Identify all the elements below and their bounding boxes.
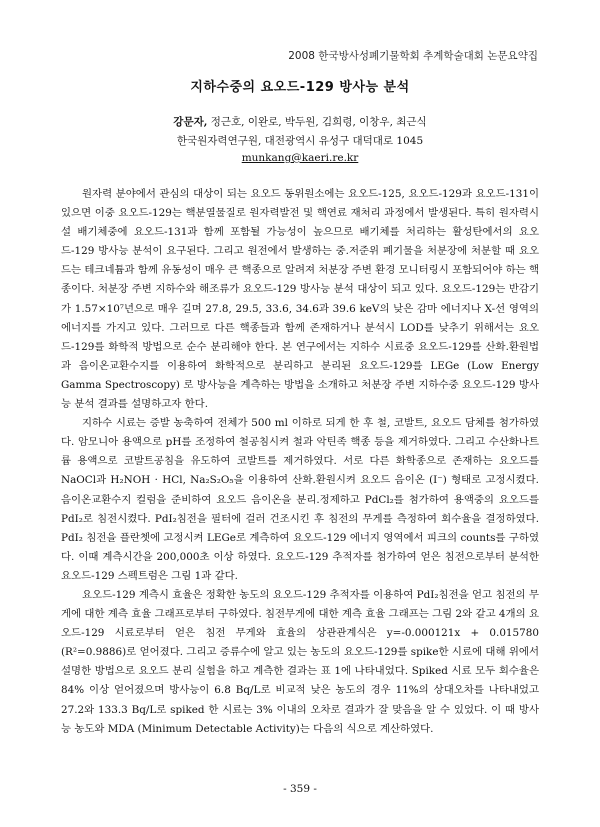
page-number: - 359 -: [283, 783, 317, 795]
affiliation: 한국원자력연구원, 대전광역시 유성구 대덕대로 1045: [176, 135, 424, 147]
paper-title: 지하수중의 요오드-129 방사능 분석: [190, 80, 410, 95]
running-head: 2008 한국방사성폐기물학회 추계학술대회 논문요약집: [288, 50, 538, 62]
lead-author: 강문자,: [173, 116, 208, 128]
paragraph-results: 요오드-129 계측시 효율은 정확한 농도의 요오드-129 추적자를 이용하여 PdI₂침전을 얻고 침전의 무게에 대한 계측 효율 그래프로부터 구하였다. 침전무게에 대한 계측 효율 그래프는 그림 2와 같고 4개의 요오드-129 시료로부터 얻은 침전 무게와 효율의 상관관계식은 y=-0.000121x + 0.015780 (R²=0.9886)로 얻어졌다. 그리고 증류수에 알고 있는 농도의 요오드-129를 spike한 시료에 대해 위에서 설명한 방법으로 요오드 분리 실험을 하고 계측한 결과는 표 1에 나타내었다. Spiked 시료 모두 회수율은 84% 이상 얻어졌으며 방사능이 6.8 Bq/L로 비교적 낮은 농도의 경우 11%의 상대오차를 나타내었고 27.2와 133.3 Bq/L로 spiked 한 시료는 3% 이내의 오차로 결과가 잘 맞음을 알 수 있었다. 이 때 방사능 농도와 MDA (Minimum Detectable Activity)는 다음의 식으로 계산하였다.: [61, 588, 539, 735]
author-list: [0, 114, 600, 129]
abstract-body: [61, 185, 539, 739]
co-authors: 정근호, 이완로, 박두원, 김희령, 이창우, 최근식: [207, 116, 427, 128]
paragraph-method: 지하수 시료는 증발 농축하여 전체가 500 ml 이하로 되게 한 후 철, 코발트, 요오드 담체를 첨가하였다. 암모니아 용액으로 pH를 조정하여 철공침시켜 철과 악틴족 핵종 등을 제거하였다. 그리고 수산화나트륨 용액으로 코발트공침을 유도하여 코발트를 제거하였다. 서로 다른 화학종으로 존재하는 요오드를 NaOCl과 H₂NOH · HCl, Na₂S₂O₅을 이용하여 산화.환원시켜 요오드 음이온 (I⁻) 형태로 고정시켰다. 음이온교환수지 컬럼을 준비하여 요오드 음이온을 분리.정제하고 PdCl₂를 첨가하여 용액중의 요오드를 PdI₂로 침전시켰다. PdI₂침전을 필터에 걸러 건조시킨 후 침전의 무게를 측정하여 회수율을 결정하였다. PdI₂ 침전을 플란쳇에 고정시켜 LEGe로 계측하여 요오드-129 에너지 영역에서 피크의 counts를 구하였다. 이때 계측시간을 200,000초 이상 하였다. 요오드-129 추적자를 첨가하여 얻은 침전으로부터 분석한 요오드-129 스펙트럼은 그림 1과 같다.: [61, 417, 539, 582]
author-email: munkang@kaeri.re.kr: [241, 152, 359, 164]
paragraph-intro: 원자력 분야에서 관심의 대상이 되는 요오드 동위원소에는 요오드-125, 요오드-129과 요오드-131이 있으면 이중 요오드-129는 핵분열물질로 원자력발전 및 핵연료 재처리 과정에서 발생된다. 특히 원자력시설 배기체중에 요오드-131과 함께 포함될 가능성이 높으므로 배기체를 처리하는 활성탄에서의 요오드-129 방사능 분석이 요구된다. 그리고 원전에서 발생하는 중.저준위 폐기물을 처분장에 처분할 때 요오드는 테크네튬과 함께 유동성이 매우 큰 핵종으로 알려져 처분장 주변 환경 모니터링시 포함되어야 하는 핵종이다. 처분장 주변 지하수와 해조류가 요오드-129 방사능 분석 대상이 되고 있다. 요오드-129는 반감기가 1.57×10⁷년으로 매우 길며 27.8, 29.5, 33.6, 34.6과 39.6 keV의 낮은 감마 에너지나 X-선 영역의 에너지를 가지고 있다. 그러므로 다른 핵종들과 함께 존재하거나 분석시 LOD를 낮추기 위해서는 요오드-129를 화학적 방법으로 순수 분리해야 한다. 본 연구에서는 지하수 시료중 요오드-129를 산화.환원법과 음이온교환수지를 이용하여 화학적으로 분리하고 분리된 요오드-129를 LEGe (Low Energy Gamma Spectroscopy) 로 방사능을 계측하는 방법을 소개하고 처분장 주변 지하수중 요오드-129 방사능 분석 결과를 설명하고자 한다.: [61, 188, 539, 411]
